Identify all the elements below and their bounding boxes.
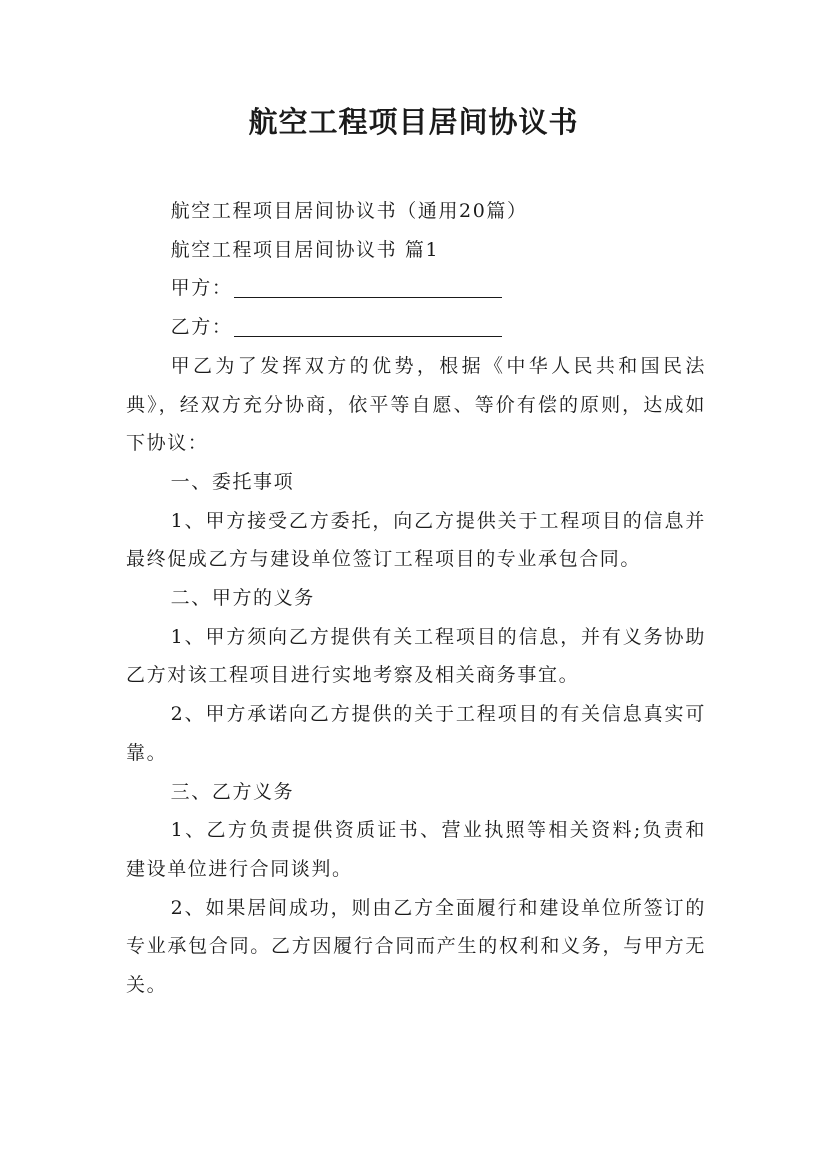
- party-a-line: [126, 269, 706, 308]
- party-b-label: 乙方：: [170, 316, 233, 339]
- section-3-item-1: 1、乙方负责提供资质证书、营业执照等相关资料;负责和建设单位进行合同谈判。: [126, 819, 706, 880]
- document-subtitle: 航空工程项目居间协议书（通用20篇）: [170, 200, 528, 222]
- section-1-title: 一、委托事项: [170, 470, 295, 493]
- section-3-item-2: 2、如果居间成功，则由乙方全面履行和建设单位所签订的专业承包合同。乙方因履行合同而产生的权利和义务，与甲方无关。: [126, 896, 706, 997]
- section-2-title: 二、甲方的义务: [170, 587, 315, 610]
- section-2-item-1: 1、甲方须向乙方提供有关工程项目的信息，并有义务协助乙方对该工程项目进行实地考察及相关商务事宜。: [126, 625, 706, 687]
- party-b-blank-line: [234, 312, 502, 337]
- section-3-title: 三、乙方义务: [170, 780, 295, 803]
- section-heading: 航空工程项目居间协议书 篇1: [170, 238, 440, 261]
- section-2-item-2: 2、甲方承诺向乙方提供的关于工程项目的有关信息真实可靠。: [126, 703, 706, 764]
- party-a-label: 甲方：: [170, 277, 233, 300]
- section-1-item-1: 1、甲方接受乙方委托，向乙方提供关于工程项目的信息并最终促成乙方与建设单位签订工程项目的专业承包合同。: [126, 509, 706, 571]
- party-b-line: [126, 308, 706, 347]
- document-title: 航空工程项目居间协议书: [248, 105, 579, 139]
- intro-paragraph: 甲乙为了发挥双方的优势，根据《中华人民共和国民法典》，经双方充分协商，依平等自愿、等价有偿的原则，达成如下协议：: [126, 354, 706, 455]
- document-body: [126, 192, 706, 1005]
- party-a-blank-line: [234, 273, 502, 298]
